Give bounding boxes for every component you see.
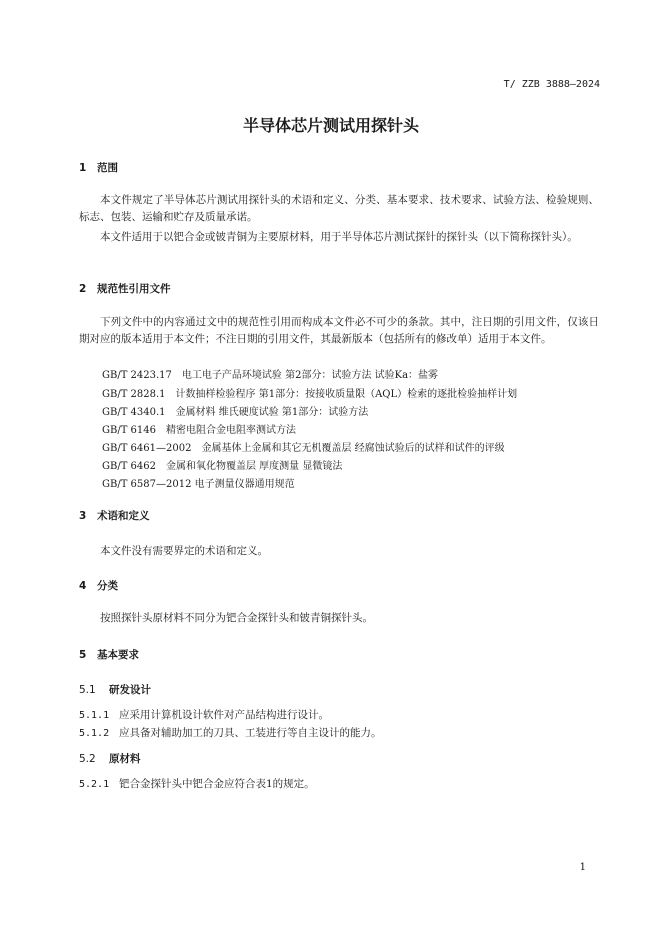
section-title: 基本要求 <box>97 649 139 661</box>
section-1-paragraph-2: 本文件适用于以钯合金或铍青铜为主要原材料，用于半导体芯片测试探针的探针头（以下简称探针头）。 <box>100 231 578 243</box>
reference-item: GB/T 4340.1 金属材料 维氏硬度试验 第1部分：试验方法 <box>102 407 369 418</box>
page-number: 1 <box>579 862 586 873</box>
clause-text: 应采用计算机设计软件对产品结构进行设计。 <box>119 709 329 721</box>
section-number: 1 <box>79 162 87 174</box>
section-5-heading <box>79 647 139 662</box>
section-number: 2 <box>79 283 87 295</box>
section-1-heading <box>79 160 118 175</box>
subsection-5-2-heading <box>79 751 141 766</box>
section-title: 术语和定义 <box>97 510 150 522</box>
clause-text: 应具备对辅助加工的刀具、工装进行等自主设计的能力。 <box>119 727 382 739</box>
section-2-paragraph-1: 下列文件中的内容通过文中的规范性引用而构成本文件必不可少的条款。其中，注日期的引用文件，仅该日期对应的版本适用于本文件；不注日期的引用文件，其最新版本（包括所有的修改单）适用于本文件。 <box>79 316 599 345</box>
subsection-number: 5.1 <box>79 684 96 696</box>
section-1-paragraph-1: 本文件规定了半导体芯片测试用探针头的术语和定义、分类、基本要求、技术要求、试验方法、检验规则、标志、包装、运输和贮存及质量承诺。 <box>79 194 599 223</box>
clause-number: 5.1.2 <box>79 728 110 739</box>
subsection-title: 研发设计 <box>109 684 151 696</box>
section-4-paragraph-1: 按照探针头原材料不同分为钯合金探针头和铍青铜探针头。 <box>100 612 373 624</box>
clause-number: 5.1.1 <box>79 710 110 721</box>
reference-item: GB/T 6462 金属和氧化物覆盖层 厚度测量 显微镜法 <box>102 461 343 472</box>
subsection-number: 5.2 <box>79 753 96 765</box>
clause-5-2-1 <box>79 776 315 791</box>
section-title: 规范性引用文件 <box>97 283 171 295</box>
subsection-5-1-heading <box>79 682 151 697</box>
section-4-heading <box>79 578 118 593</box>
reference-item: GB/T 2828.1 计数抽样检验程序 第1部分：按接收质量限（AQL）检索的逐批检验抽样计划 <box>102 389 518 400</box>
clause-5-1-2 <box>79 725 382 740</box>
subsection-title: 原材料 <box>109 753 141 765</box>
document-title: 半导体芯片测试用探针头 <box>242 116 419 135</box>
reference-item: GB/T 6461—2002 金属基体上金属和其它无机覆盖层 经腐蚀试验后的试样和试件的评级 <box>102 443 505 454</box>
section-2-heading <box>79 281 171 296</box>
clause-5-1-1 <box>79 707 329 722</box>
section-number: 3 <box>79 510 87 522</box>
section-number: 5 <box>79 649 87 661</box>
section-title: 范围 <box>97 162 118 174</box>
section-3-heading <box>79 508 150 523</box>
section-title: 分类 <box>97 580 118 592</box>
clause-number: 5.2.1 <box>79 779 110 790</box>
reference-item: GB/T 6146 精密电阻合金电阻率测试方法 <box>102 425 297 436</box>
standard-number: T/ ZZB 3888—2024 <box>503 79 600 90</box>
section-number: 4 <box>79 580 87 592</box>
reference-item: GB/T 2423.17 电工电子产品环境试验 第2部分：试验方法 试验Ka：盐雾 <box>102 370 439 381</box>
clause-text: 钯合金探针头中钯合金应符合表1的规定。 <box>119 778 315 790</box>
reference-item: GB/T 6587—2012 电子测量仪器通用规范 <box>102 479 295 490</box>
section-3-paragraph-1: 本文件没有需要界定的术语和定义。 <box>100 545 268 557</box>
